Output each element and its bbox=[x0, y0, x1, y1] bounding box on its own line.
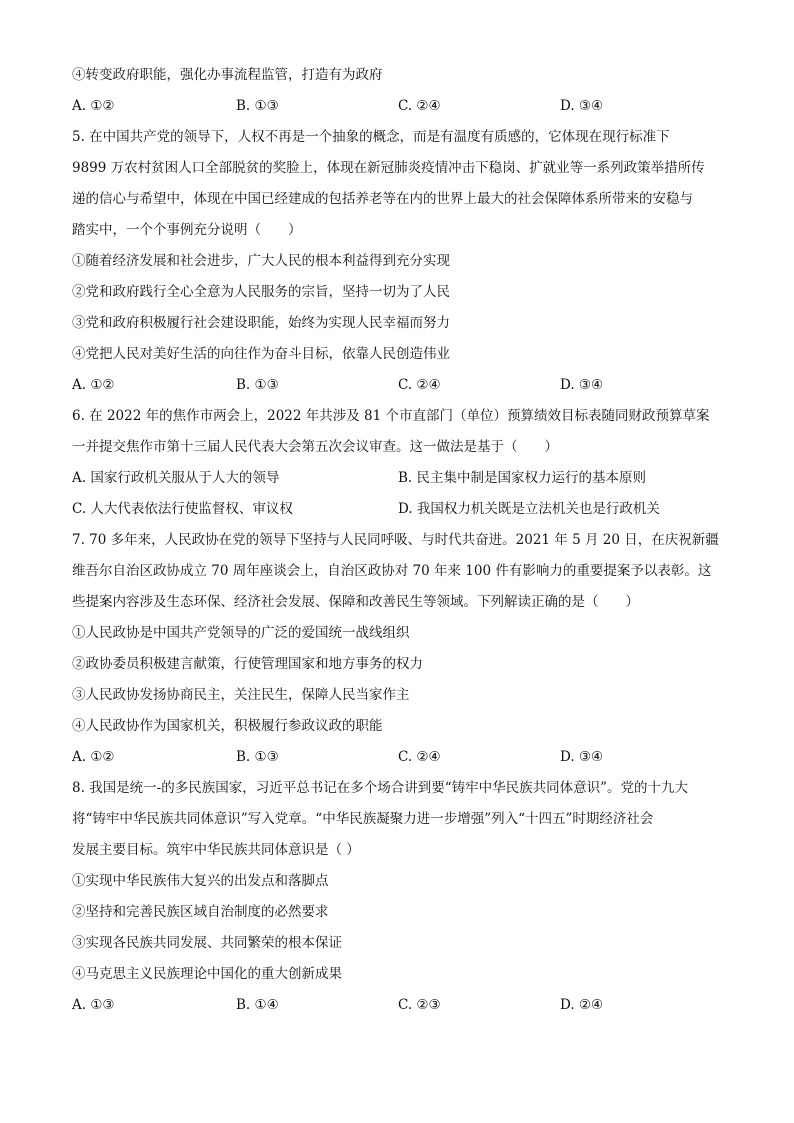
q5-item-2: ②党和政府践行全心全意为人民服务的宗旨，坚持一切为了人民 bbox=[72, 284, 450, 300]
q8-option-b[interactable]: B. ①④ bbox=[236, 997, 279, 1013]
q5-option-c[interactable]: C. ②④ bbox=[398, 377, 441, 393]
q4-option-c[interactable]: C. ②④ bbox=[398, 98, 441, 114]
q7-stem-line: 7. 70 多年来，人民政协在党的领导下坚持与人民同呼吸、与时代共奋进。2021 年 5 月 20 日，在庆祝新疆 bbox=[72, 532, 719, 548]
q7-item-1: ①人民政协是中国共产党领导的广泛的爱国统一战线组织 bbox=[72, 625, 410, 641]
q8-options bbox=[72, 990, 728, 1021]
q5-stem-line: 递的信心与希望中，体现在中国已经建成的包括养老等在内的世界上最大的社会保障体系所带来的安稳与 bbox=[72, 191, 693, 207]
q7-option-a[interactable]: A. ①② bbox=[72, 749, 115, 765]
q8-item-1: ①实现中华民族伟大复兴的出发点和落脚点 bbox=[72, 873, 329, 889]
q7-item-2: ②政协委员积极建言献策，行使管理国家和地方事务的权力 bbox=[72, 656, 423, 672]
q7-option-b[interactable]: B. ①③ bbox=[236, 749, 279, 765]
q6-option-a[interactable]: A. 国家行政机关服从于人大的领导 bbox=[72, 470, 280, 486]
q4-option-a[interactable]: A. ①② bbox=[72, 98, 115, 114]
q8-item-3: ③实现各民族共同发展、共同繁荣的根本保证 bbox=[72, 935, 342, 951]
q6-option-d[interactable]: D. 我国权力机关既是立法机关也是行政机关 bbox=[398, 501, 660, 517]
q4-options bbox=[72, 91, 728, 122]
q8-item-2: ②坚持和完善民族区域自治制度的必然要求 bbox=[72, 904, 329, 920]
exam-page bbox=[72, 60, 728, 1021]
q7-stem-line: 些提案内容涉及生态环保、经济社会发展、保障和改善民生等领域。下列解读正确的是（ ） bbox=[72, 594, 639, 610]
q8-stem-line: 发展主要目标。筑牢中华民族共同体意识是（ ） bbox=[72, 842, 360, 858]
q7-item-3: ③人民政协发扬协商民主，关注民生，保障人民当家作主 bbox=[72, 687, 410, 703]
q6-option-b[interactable]: B. 民主集中制是国家权力运行的基本原则 bbox=[398, 470, 647, 486]
q5-options bbox=[72, 370, 728, 401]
q8-item-4: ④马克思主义民族理论中国化的重大创新成果 bbox=[72, 966, 342, 982]
q6-options-row-2 bbox=[72, 494, 728, 525]
q7-stem-line: 维吾尔自治区政协成立 70 周年座谈会上，自治区政协对 70 年来 100 件有影响力的重要提案予以表彰。这 bbox=[72, 563, 712, 579]
q8-option-a[interactable]: A. ①③ bbox=[72, 997, 115, 1013]
q6-stem-line: 一并提交焦作市第十三届人民代表大会第五次会议审查。这一做法是基于（ ） bbox=[72, 439, 558, 455]
q5-option-d[interactable]: D. ③④ bbox=[560, 377, 604, 393]
q6-option-c[interactable]: C. 人大代表依法行使监督权、审议权 bbox=[72, 501, 293, 517]
q5-stem-line: 踏实中，一个个事例充分说明（ ） bbox=[72, 222, 302, 238]
q4-option-d[interactable]: D. ③④ bbox=[560, 98, 604, 114]
q8-option-c[interactable]: C. ②③ bbox=[398, 997, 441, 1013]
q8-option-d[interactable]: D. ②④ bbox=[560, 997, 604, 1013]
q4-option-b[interactable]: B. ①③ bbox=[236, 98, 279, 114]
q5-item-3: ③党和政府积极履行社会建设职能，始终为实现人民幸福而努力 bbox=[72, 315, 450, 331]
q7-option-c[interactable]: C. ②④ bbox=[398, 749, 441, 765]
q5-item-1: ①随着经济发展和社会进步，广大人民的根本利益得到充分实现 bbox=[72, 253, 450, 269]
q5-stem-line: 5. 在中国共产党的领导下，人权不再是一个抽象的概念，而是有温度有质感的，它体现在现行标准下 bbox=[72, 129, 670, 145]
q7-options bbox=[72, 742, 728, 773]
q8-stem-line: 8. 我国是统一-的多民族国家，习近平总书记在多个场合讲到要“铸牢中华民族共同体意识”。党的十九大 bbox=[72, 780, 689, 796]
q6-stem-line: 6. 在 2022 年的焦作市两会上，2022 年共涉及 81 个市直部门（单位）预算绩效目标表随同财政预算草案 bbox=[72, 408, 710, 424]
q7-option-d[interactable]: D. ③④ bbox=[560, 749, 604, 765]
q5-item-4: ④党把人民对美好生活的向往作为奋斗目标，依靠人民创造伟业 bbox=[72, 346, 450, 362]
q8-stem-line: 将“铸牢中华民族共同体意识”写入党章。“中华民族凝聚力进一步增强”列入“十四五”时期经济社会 bbox=[72, 811, 654, 827]
q6-options-row-1 bbox=[72, 463, 728, 494]
q5-option-b[interactable]: B. ①③ bbox=[236, 377, 279, 393]
q5-option-a[interactable]: A. ①② bbox=[72, 377, 115, 393]
q4-item-4: ④转变政府职能，强化办事流程监管，打造有为政府 bbox=[72, 67, 383, 83]
q5-stem-line: 9899 万农村贫困人口全部脱贫的奖脸上，体现在新冠肺炎疫情冲击下稳岗、扩就业等一系列政策举措所传 bbox=[72, 160, 705, 176]
q7-item-4: ④人民政协作为国家机关，积极履行参政议政的职能 bbox=[72, 718, 383, 734]
